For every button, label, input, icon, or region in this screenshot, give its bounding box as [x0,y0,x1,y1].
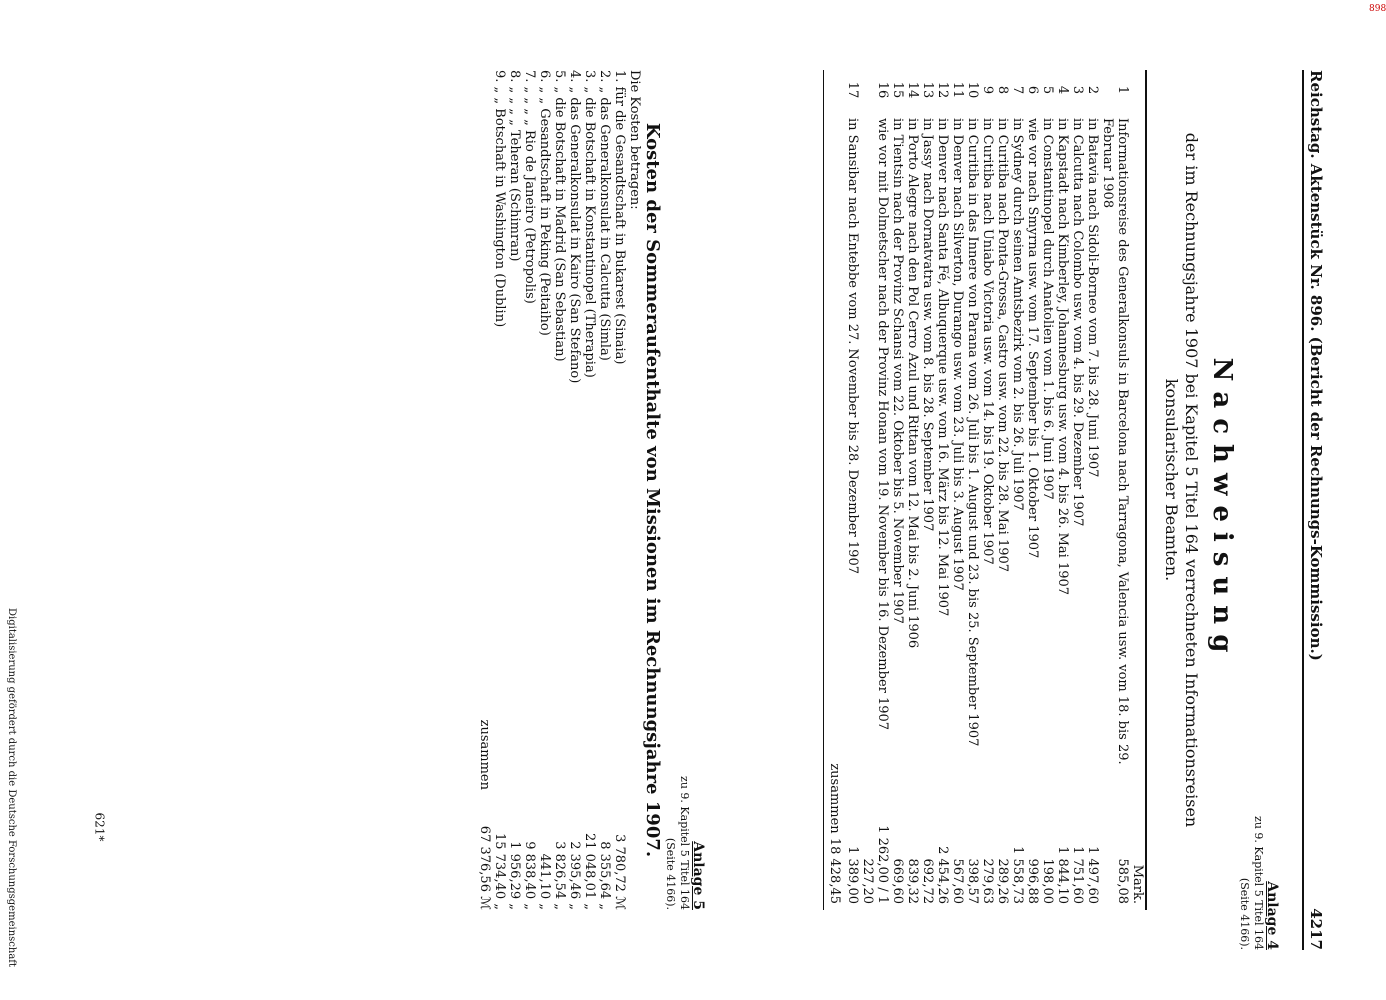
row-amount: 279,63 [980,858,995,904]
item-label: 2. „ das Generalkonsulat in Calcutta (Simla) [597,70,612,361]
anlage5-ref1: zu 9. Kapitel 5 Titel 164 [678,776,691,910]
list-item [552,70,567,910]
row-amount: 585,08 [1115,858,1130,904]
item-amount: 9 838,40 „ [522,841,537,910]
item-label: 8. „ „ „ „ Teheran (Schimran) [507,70,522,262]
row-amount: 692,72 [920,858,935,904]
list-item [597,70,612,910]
list-item [537,70,552,910]
table-row [890,70,905,910]
row-number: 3 [1070,85,1085,95]
row-description: in Denver nach Silverton, Durango usw. vom 23. Juli bis 3. August 1907 [950,118,965,591]
item-label: 1. für die Gesandtschaft in Bukarest (Sinaia) [612,70,627,365]
item-amount: 3 826,54 „ [552,841,567,910]
row-amount: 2 454,26 [935,846,950,904]
row-amount: 398,57 [965,858,980,904]
row-description: in Curitiba nach Ponta-Grossa, Castro usw. vom 22. bis 28. Mai 1907 [995,118,1010,573]
funding-text: Digitalisierung gefördert durch die Deutsche Forschungsgemeinschaft [6,608,17,967]
document-page [85,70,1325,950]
section-sommeraufenthalte [477,70,705,910]
row-amount: 1 844,10 [1055,846,1070,904]
anlage4-ref1: zu 9. Kapitel 5 Titel 164 [1252,816,1265,950]
table-row [965,70,980,910]
row-description: in Sydney durch seinen Amtsbezirk vom 2. bis 26. Juli 1907 [1010,118,1025,511]
item-amount: 8 355,64 „ [597,841,612,910]
sec2-title: Kosten der Sommeraufenthalte von Missionen im Rechnungsjahre 1907. [642,122,663,858]
item-amount: 441,10 „ [537,853,552,910]
page-code: 898 [1369,4,1386,14]
row-description: in Porto Alegre nach den Pol Cerro Azul und Rittan vom 12. Mai bis 2. Juni 1906 [905,118,920,649]
row-description: in Curitiba nach Uniabo Victoria usw. vom 14. bis 19. Oktober 1907 [980,118,995,565]
row-description: in Denver nach Santa Fé, Albuquerque usw. vom 16. März bis 12. Mai 1907 [935,118,950,617]
page-number: 621* [92,812,107,842]
row-description: Informationsreise des Generalkonsuls in Barcelona nach Tarragona, Valencia usw. vom 18. bis 29. Februar 1908 [1100,118,1130,765]
item-label: 9. „ „ Botschaft in Washington (Dublin) [492,70,507,328]
unit-label: Mark. [1130,864,1145,904]
item-label: 6. „ „ Gesandtschaft in Peking (Peitaiho) [537,70,552,336]
table-total [824,70,845,910]
sec2-total-value: 67 376,56 ℳ [477,825,492,910]
travel-table [823,70,1147,910]
row-amount: 198,00 [1040,858,1055,904]
funding-note [3,608,17,996]
header-title: Reichstag. Aktenstück Nr. 896. (Bericht der Rechnungs-Kommission.) [1307,70,1325,661]
row-number: 8 [995,85,1010,95]
item-label: 3. „ die Botschaft in Konstantinopel (Therapia) [582,70,597,378]
list-item [522,70,537,910]
table-row [845,70,860,910]
row-number: 2 [1085,85,1100,95]
row-number: 4 [1055,85,1070,95]
page-header [1302,70,1325,950]
table-row [950,70,965,910]
total-value: 18 428,45 [827,837,842,904]
row-amount: 1 751,60 [1070,846,1085,904]
row-amount: 669,60 [890,858,905,904]
row-number: 5 [1040,85,1055,95]
header-page: 4217 [1307,908,1325,950]
anlage4-title: Anlage 4 [1264,881,1280,950]
row-description: in Jassy nach Dornatvatra usw. vom 8. bis 28. September 1907 [920,118,935,532]
row-description: in Tientsin nach der Provinz Schansi vom 22. Oktober bis 5. November 1907 [890,118,905,624]
table-row [1010,70,1025,910]
row-description: in Kapstadt nach Kimberley, Johannesburg usw. vom 4. bis 26. Mai 1907 [1055,118,1070,596]
table-row [1085,70,1100,910]
item-amount: 2 395,46 „ [567,841,582,910]
table-row [1100,70,1130,910]
item-amount: 15 734,40 „ [492,832,507,910]
row-number: 16 [875,81,890,99]
row-number: 10 [965,81,980,99]
row-amount: 1 497,60 [1085,846,1100,904]
row-description: in Curitiba in das Innere von Parana vom 26. Juli bis 1. August und 23. bis 25. September 1907 [965,118,980,747]
row-description: in Constantinopel durch Anatolien vom 1. bis 6. Juni 1907 [1040,118,1055,500]
anlage4-ref2: (Seite 4166). [1238,877,1251,950]
row-amount: 1 262,00 / 1 227,20 [860,825,890,904]
sec2-total-label: zusammen [477,719,492,790]
row-amount: 567,60 [950,858,965,904]
doc-title: Nachweisung [1207,357,1237,663]
table-unit-row [1130,70,1145,910]
row-number: 11 [950,81,965,99]
row-number: 13 [920,81,935,99]
row-number: 14 [905,81,920,99]
row-description: in Calcutta nach Colombo usw. vom 4. bis 29. Dezember 1907 [1070,118,1085,527]
table-row [1055,70,1070,910]
sec2-intro: Die Kosten betragen: [627,70,642,210]
row-amount: 289,26 [995,858,1010,904]
row-amount: 839,32 [905,858,920,904]
row-number: 1 [1115,85,1130,95]
anlage5-ref2: (Seite 4166). [664,837,677,910]
item-amount: 21 048,01 „ [582,832,597,910]
table-row [1025,70,1040,910]
anlage4 [1237,816,1279,950]
item-amount: 1 956,29 „ [507,841,522,910]
table-row [860,70,890,910]
anlage5-title: Anlage 5 [690,841,706,910]
row-number: 17 [845,81,860,99]
list-item [612,70,627,910]
row-number: 9 [980,85,995,95]
table-row [1070,70,1085,910]
table-row [980,70,995,910]
row-number: 7 [1010,85,1025,95]
list-item [507,70,522,910]
list-item [567,70,582,910]
sec2-total [477,70,492,910]
table-row [995,70,1010,910]
row-number: 15 [890,81,905,99]
item-amount: 3 780,72 ℳ [612,834,627,910]
row-description: wie vor mit Dolmetscher nach der Provinz Honan vom 19. November bis 16. Dezember 1907 [875,118,890,731]
anlage5 [663,70,705,910]
row-amount: 996,88 [1025,858,1040,904]
row-amount: 1 389,00 [845,846,860,904]
row-number: 12 [935,81,950,99]
table-row [920,70,935,910]
row-description: in Batavia nach Sidoli-Borneo vom 7. bis 28. Juni 1907 [1085,118,1100,478]
row-description: in Sansibar nach Entebbe vom 27. November bis 28. Dezember 1907 [845,118,860,574]
doc-subtitle: der im Rechnungsjahre 1907 bei Kapitel 5 Titel 164 verrechneten Informationsreisen konsularischer Beamten. [1162,132,1201,828]
item-label: 7. „ „ „ „ Rio de Janeiro (Petropolis) [522,70,537,304]
list-item [492,70,507,910]
table-row [935,70,950,910]
table-row [1040,70,1055,910]
row-amount: 1 558,73 [1010,846,1025,904]
list-item [582,70,597,910]
table-row [905,70,920,910]
item-label: 4. „ das Generalkonsulat in Kairo (San Stefano) [567,70,582,384]
row-number: 6 [1025,85,1040,95]
total-label: zusammen [827,763,842,834]
item-label: 5. „ die Botschaft in Madrid (San Sebastian) [552,70,567,362]
row-description: wie vor nach Smyrna usw. vom 17. September bis 1. Oktober 1907 [1025,118,1040,559]
